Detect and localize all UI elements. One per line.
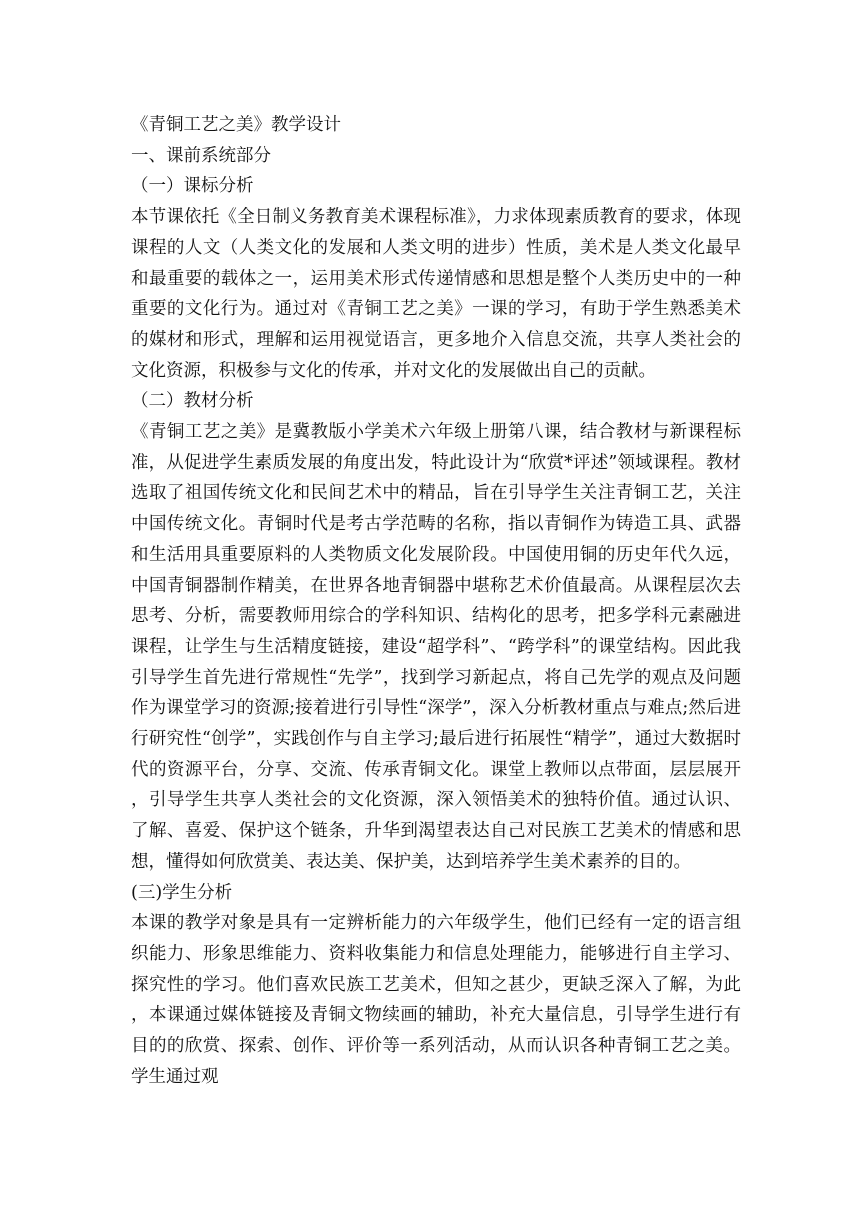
subsection-heading-textbook-analysis: （二）教材分析 xyxy=(131,391,254,412)
section-heading-pre-class-system: 一、课前系统部分 xyxy=(131,145,271,166)
document-title: 《青铜工艺之美》教学设计 xyxy=(131,115,341,135)
paragraph-curriculum-analysis: 本节课依托《全日制义务教育美术课程标准》，力求体现素质教育的要求，体现课程的人文（人类文化的发展和人类文明的进步）性质，美术是人类文化最早和最重要的载体之一，运用美术形式传递情感和思想是整个人类历史中的一种重要的文化行为。通过对《青铜工艺之美》一课的学习，有助于学生熟悉美术的媒材和形式，理解和运用视觉语言，更多地介入信息交流，共享人类社会的文化资源，积极参与文化的传承，并对文化的发展做出自己的贡献。 xyxy=(131,207,741,381)
paragraph-textbook-analysis: 《青铜工艺之美》是冀教版小学美术六年级上册第八课，结合教材与新课程标准，从促进学生素质发展的角度出发，特此设计为“欣赏*评述”领域课程。教材选取了祖国传统文化和民间艺术中的精品，旨在引导学生关注青铜工艺，关注中国传统文化。青铜时代是考古学范畴的名称，指以青铜作为铸造工具、武器和生活用具重要原料的人类物质文化发展阶段。中国使用铜的历史年代久远，中国青铜器制作精美，在世界各地青铜器中堪称艺术价值最高。从课程层次去思考、分析，需要教师用综合的学科知识、结构化的思考，把多学科元素融进课程，让学生与生活精度链接，建设“超学科”、“跨学科”的课堂结构。因此我引导学生首先进行常规性“先学”，找到学习新起点，将自己先学的观点及问题作为课堂学习的资源;接着进行引导性“深学”，深入分析教材重点与难点;然后进行研究性“创学”，实践创作与自主学习;最后进行拓展性“精学”，通过大数据时代的资源平台，分享、交流、传承青铜文化。课堂上教师以点带面，层层展开，引导学生共享人类社会的文化资源，深入领悟美术的独特价值。通过认识、了解、喜爱、保护这个链条，升华到渴望表达自己对民族工艺美术的情感和思想，懂得如何欣赏美、表达美、保护美，达到培养学生美术素养的目的。 xyxy=(131,422,741,872)
subsection-heading-student-analysis: (三)学生分析 xyxy=(131,882,233,903)
document-page xyxy=(131,110,741,1093)
subsection-heading-curriculum-analysis: （一）课标分析 xyxy=(131,176,254,197)
paragraph-student-analysis: 本课的教学对象是具有一定辨析能力的六年级学生，他们已经有一定的语言组织能力、形象思维能力、资料收集能力和信息处理能力，能够进行自主学习、探究性的学习。他们喜欢民族工艺美术，但知之甚少，更缺乏深入了解，为此，本课通过媒体链接及青铜文物续画的辅助，补充大量信息，引导学生进行有目的的欣赏、探索、创作、评价等一系列活动，从而认识各种青铜工艺之美。学生通过观 xyxy=(131,913,741,1087)
